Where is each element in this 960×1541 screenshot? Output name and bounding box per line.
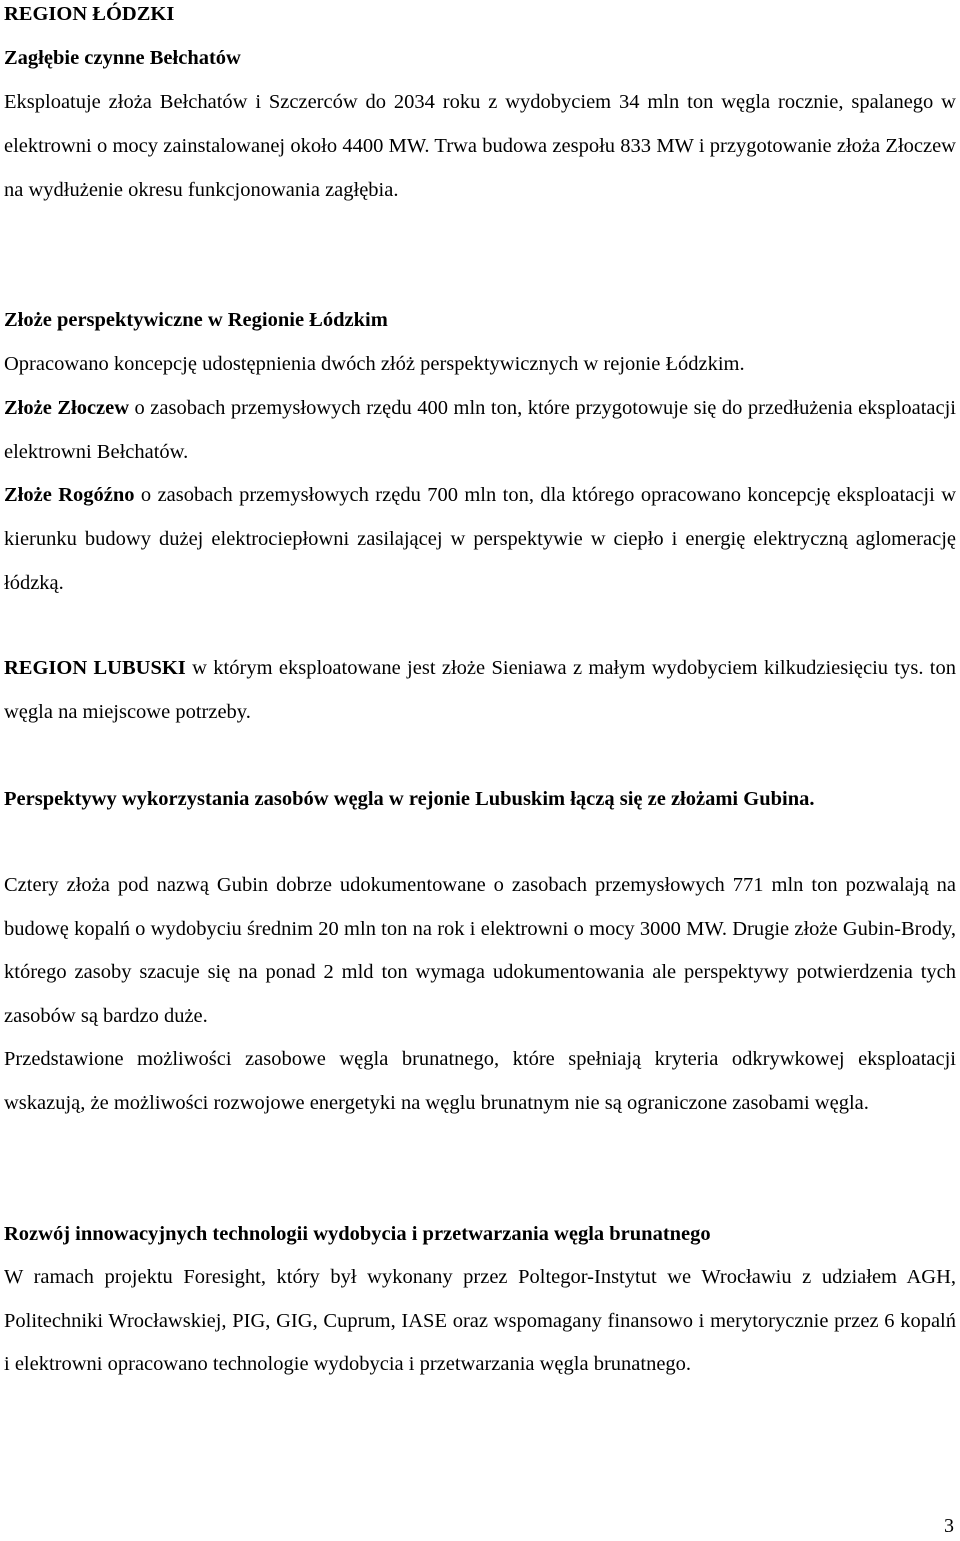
innovation-heading: Rozwój innowacyjnych technologii wydobycia i przetwarzania węgla brunatnego — [4, 1223, 711, 1245]
rogozno-name: Złoże Rogóźno — [4, 484, 135, 506]
gubin-paragraph-2: Przedstawione możliwości zasobowe węgla brunatnego, które spełniają kryteria odkrywkowej eksploatacji wskazują, że możliwości rozwojowe energetyki na węglu brunatnym nie są ograniczone zasobami węgla. — [4, 1048, 956, 1114]
perspective-deposits-heading: Złoże perspektywiczne w Regionie Łódzkim — [4, 309, 388, 331]
region-lubuski-text: w którym eksploatowane jest złoże Sieniawa z małym wydobyciem kilkudziesięciu tys. ton węgla na miejscowe potrzeby. — [4, 657, 957, 723]
region-lodzki-subtitle: Zagłębie czynne Bełchatów — [4, 47, 241, 69]
zloczew-name: Złoże Złoczew — [4, 397, 130, 419]
region-lodzki-paragraph: Eksploatuje złoża Bełchatów i Szczerców do 2034 roku z wydobyciem 34 mln ton węgla rocznie, spalanego w elektrowni o mocy zainstalowanej około 4400 MW. Trwa budowa zespołu 833 MW i przygotowanie złoża Złoczew na wydłużenie okresu funkcjonowania zagłębia. — [4, 91, 956, 201]
zloczew-text: o zasobach przemysłowych rzędu 400 mln ton, które przygotowuje się do przedłużenia eksploatacji elektrowni Bełchatów. — [4, 397, 956, 463]
gubin-heading: Perspektywy wykorzystania zasobów węgla w rejonie Lubuskim łączą się ze złożami Gubina. — [4, 788, 815, 810]
rogozno-paragraph — [4, 473, 956, 605]
perspective-deposits-intro: Opracowano koncepcję udostępnienia dwóch złóż perspektywicznych w rejonie Łódzkim. — [4, 353, 745, 375]
rogozno-text: o zasobach przemysłowych rzędu 700 mln ton, dla którego opracowano koncepcję eksploatacji w kierunku budowy dużej elektrociepłowni zasilającej w perspektywie w ciepło i energię elektryczną aglomerację łódzką. — [4, 484, 956, 594]
page-number: 3 — [944, 1515, 954, 1537]
innovation-paragraph: W ramach projektu Foresight, który był wykonany przez Poltegor-Instytut we Wrocławiu z udziałem AGH, Politechniki Wrocławskiej, PIG, GIG, Cuprum, IASE oraz wspomagany finansowo i merytorycznie przez 6 kopalń i elektrowni opracowano technologie wydobycia i przetwarzania węgla brunatnego. — [4, 1266, 956, 1375]
region-lodzki-title: REGION ŁÓDZKI — [4, 3, 175, 25]
gubin-paragraph-1: Cztery złoża pod nazwą Gubin dobrze udokumentowane o zasobach przemysłowych 771 mln ton pozwalają na budowę kopalń o wydobyciu średnim 20 mln ton na rok i elektrowni o mocy 3000 MW. Drugie złoże Gubin-Brody, którego zasoby szacuje się na ponad 2 mld ton wymaga udokumentowania ale perspektywy potwierdzenia tych zasobów są bardzo duże. — [4, 874, 956, 1027]
zloczew-paragraph — [4, 386, 956, 474]
region-lubuski-name: REGION LUBUSKI — [4, 657, 186, 679]
region-lubuski-paragraph — [4, 646, 956, 734]
